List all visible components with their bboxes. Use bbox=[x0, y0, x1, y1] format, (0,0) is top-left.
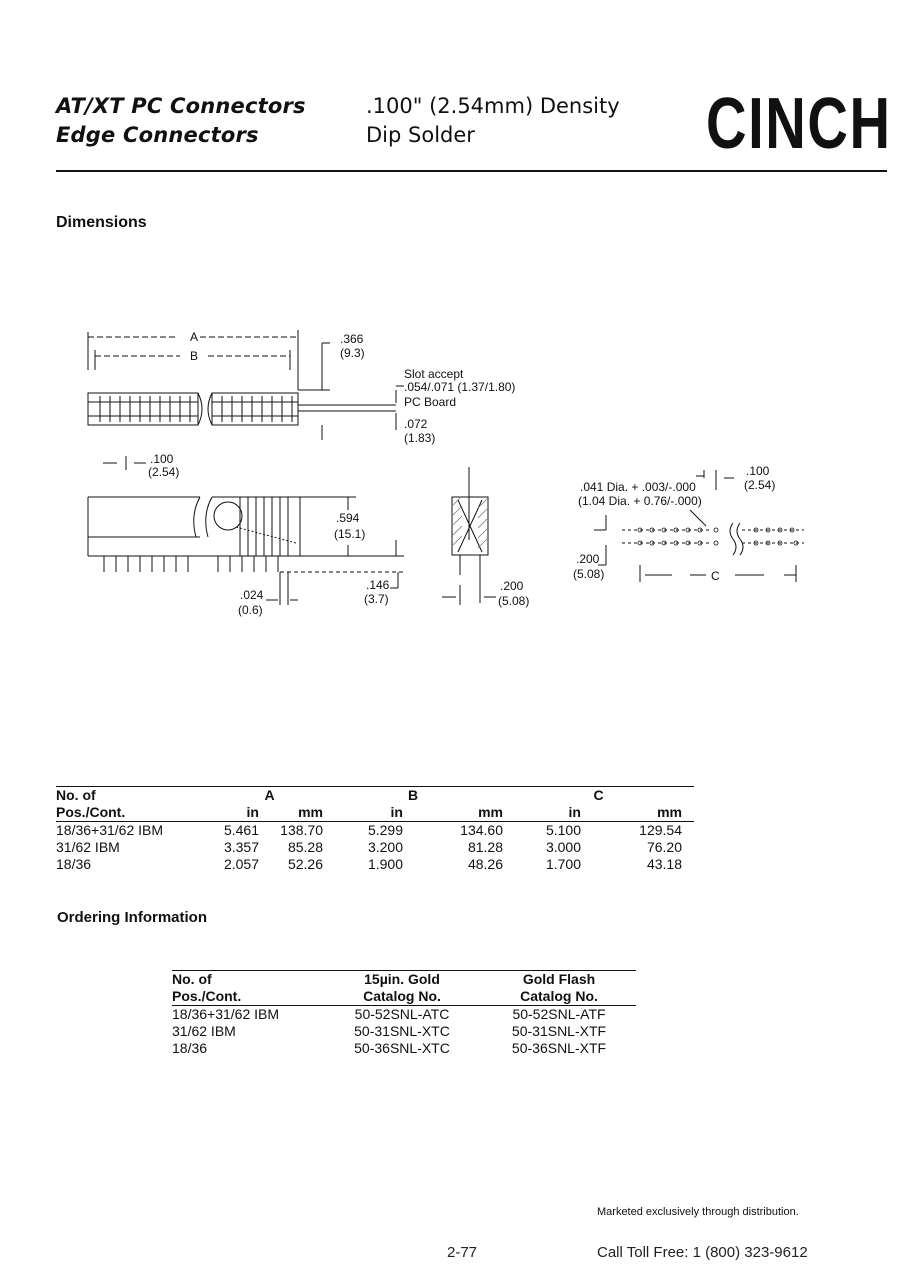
label-row-pitch: .100 bbox=[746, 464, 770, 478]
label-C: C bbox=[711, 569, 720, 583]
label-366: .366 bbox=[340, 332, 364, 346]
toll-free-number: Call Toll Free: 1 (800) 323-9612 bbox=[597, 1244, 808, 1261]
cell-gold-catalog: 50-36SNL-XTC bbox=[354, 1040, 450, 1056]
label-024-mm: (0.6) bbox=[238, 603, 263, 617]
cell-c-mm: 76.20 bbox=[646, 839, 682, 855]
cell-a-mm: 85.28 bbox=[287, 839, 323, 855]
cell-flash-catalog: 50-52SNL-ATF bbox=[512, 1006, 606, 1022]
cell-b-mm: 134.60 bbox=[460, 822, 503, 838]
product-title-line1: AT/XT PC Connectors bbox=[56, 94, 306, 118]
label-146: .146 bbox=[366, 578, 390, 592]
label-200-mm: (5.08) bbox=[498, 594, 530, 608]
label-146-mm: (3.7) bbox=[364, 592, 389, 606]
cell-pos: 18/36 bbox=[56, 856, 92, 872]
ordering-table bbox=[172, 970, 636, 1057]
col-header-B: B bbox=[323, 787, 503, 805]
cell-pos: 31/62 IBM bbox=[172, 1023, 236, 1039]
label-072-mm: (1.83) bbox=[404, 431, 436, 445]
label-A: A bbox=[190, 330, 199, 344]
label-594-mm: (15.1) bbox=[334, 527, 366, 541]
col-header-a-mm: mm bbox=[259, 804, 323, 822]
cell-pos: 18/36+31/62 IBM bbox=[172, 1006, 280, 1022]
col-header-C: C bbox=[503, 787, 694, 805]
cell-pos: 18/36+31/62 IBM bbox=[56, 822, 164, 838]
cell-c-in: 1.700 bbox=[545, 856, 581, 872]
label-B: B bbox=[190, 349, 199, 363]
cell-gold-catalog: 50-31SNL-XTC bbox=[354, 1023, 450, 1039]
cell-c-in: 3.000 bbox=[545, 839, 581, 855]
product-title-line2: Edge Connectors bbox=[56, 123, 259, 147]
col-header-A: A bbox=[216, 787, 323, 805]
label-200: .200 bbox=[500, 579, 524, 593]
cell-a-mm: 52.26 bbox=[287, 856, 323, 872]
cell-b-in: 1.900 bbox=[367, 856, 403, 872]
density-spec: .100" (2.54mm) Density bbox=[366, 94, 620, 118]
label-slot-range: .054/.071 (1.37/1.80) bbox=[404, 380, 516, 394]
col-header-no-of: No. of bbox=[172, 971, 322, 989]
cell-b-in: 5.299 bbox=[367, 822, 403, 838]
col-header-c-in: in bbox=[503, 804, 581, 822]
label-row-spacing: .200 bbox=[576, 552, 600, 566]
page-number: 2-77 bbox=[447, 1244, 478, 1261]
label-pc-board: PC Board bbox=[404, 395, 457, 409]
cell-b-in: 3.200 bbox=[367, 839, 403, 855]
cell-pos: 18/36 bbox=[172, 1040, 208, 1056]
cell-flash-catalog: 50-36SNL-XTF bbox=[511, 1040, 607, 1056]
label-pitch-100-mm: (2.54) bbox=[148, 465, 180, 479]
brand-logo: CINCH bbox=[706, 84, 892, 164]
col-header-c-mm: mm bbox=[581, 804, 694, 822]
table-row bbox=[172, 1040, 636, 1057]
table-row bbox=[172, 1006, 636, 1024]
label-594: .594 bbox=[336, 511, 360, 525]
label-024: .024 bbox=[240, 588, 264, 602]
dimensions-table bbox=[56, 786, 694, 873]
table-row bbox=[56, 839, 694, 856]
label-row-spacing-mm: (5.08) bbox=[573, 567, 605, 581]
cell-pos: 31/62 IBM bbox=[56, 839, 120, 855]
col-header-pos-cont: Pos./Cont. bbox=[172, 988, 322, 1006]
cell-gold-catalog: 50-52SNL-ATC bbox=[354, 1006, 450, 1022]
cell-a-in: 5.461 bbox=[223, 822, 259, 838]
cell-c-in: 5.100 bbox=[545, 822, 581, 838]
col-header-b-mm: mm bbox=[403, 804, 503, 822]
col-header-b-in: in bbox=[323, 804, 403, 822]
col-header-a-in: in bbox=[216, 804, 259, 822]
col-header-flash: Gold Flash bbox=[482, 971, 636, 989]
label-hole-dia-mm: (1.04 Dia. + 0.76/-.000) bbox=[578, 494, 702, 508]
label-072: .072 bbox=[404, 417, 428, 431]
label-pitch-100: .100 bbox=[150, 452, 174, 466]
col-header-no-of: No. of bbox=[56, 787, 216, 805]
label-slot-accept: Slot accept bbox=[404, 367, 464, 381]
mount-type: Dip Solder bbox=[366, 123, 475, 147]
distribution-note: Marketed exclusively through distribution. bbox=[597, 1206, 799, 1218]
label-hole-dia: .041 Dia. + .003/-.000 bbox=[580, 480, 696, 494]
cell-flash-catalog: 50-31SNL-XTF bbox=[511, 1023, 607, 1039]
table-row bbox=[56, 856, 694, 873]
col-header-flash-catalog: Catalog No. bbox=[482, 988, 636, 1006]
label-366-mm: (9.3) bbox=[340, 346, 365, 360]
label-row-pitch-mm: (2.54) bbox=[744, 478, 776, 492]
cell-c-mm: 43.18 bbox=[646, 856, 682, 872]
cell-c-mm: 129.54 bbox=[639, 822, 682, 838]
cell-a-in: 3.357 bbox=[223, 839, 259, 855]
col-header-gold: 15µin. Gold bbox=[322, 971, 482, 989]
col-header-gold-catalog: Catalog No. bbox=[322, 988, 482, 1006]
col-header-pos-cont: Pos./Cont. bbox=[56, 804, 216, 822]
table-row bbox=[56, 822, 694, 840]
cell-b-mm: 48.26 bbox=[467, 856, 503, 872]
cell-b-mm: 81.28 bbox=[467, 839, 503, 855]
cell-a-mm: 138.70 bbox=[280, 822, 323, 838]
dimensions-heading: Dimensions bbox=[56, 214, 147, 231]
table-row bbox=[172, 1023, 636, 1040]
ordering-heading: Ordering Information bbox=[57, 909, 207, 926]
cell-a-in: 2.057 bbox=[223, 856, 259, 872]
